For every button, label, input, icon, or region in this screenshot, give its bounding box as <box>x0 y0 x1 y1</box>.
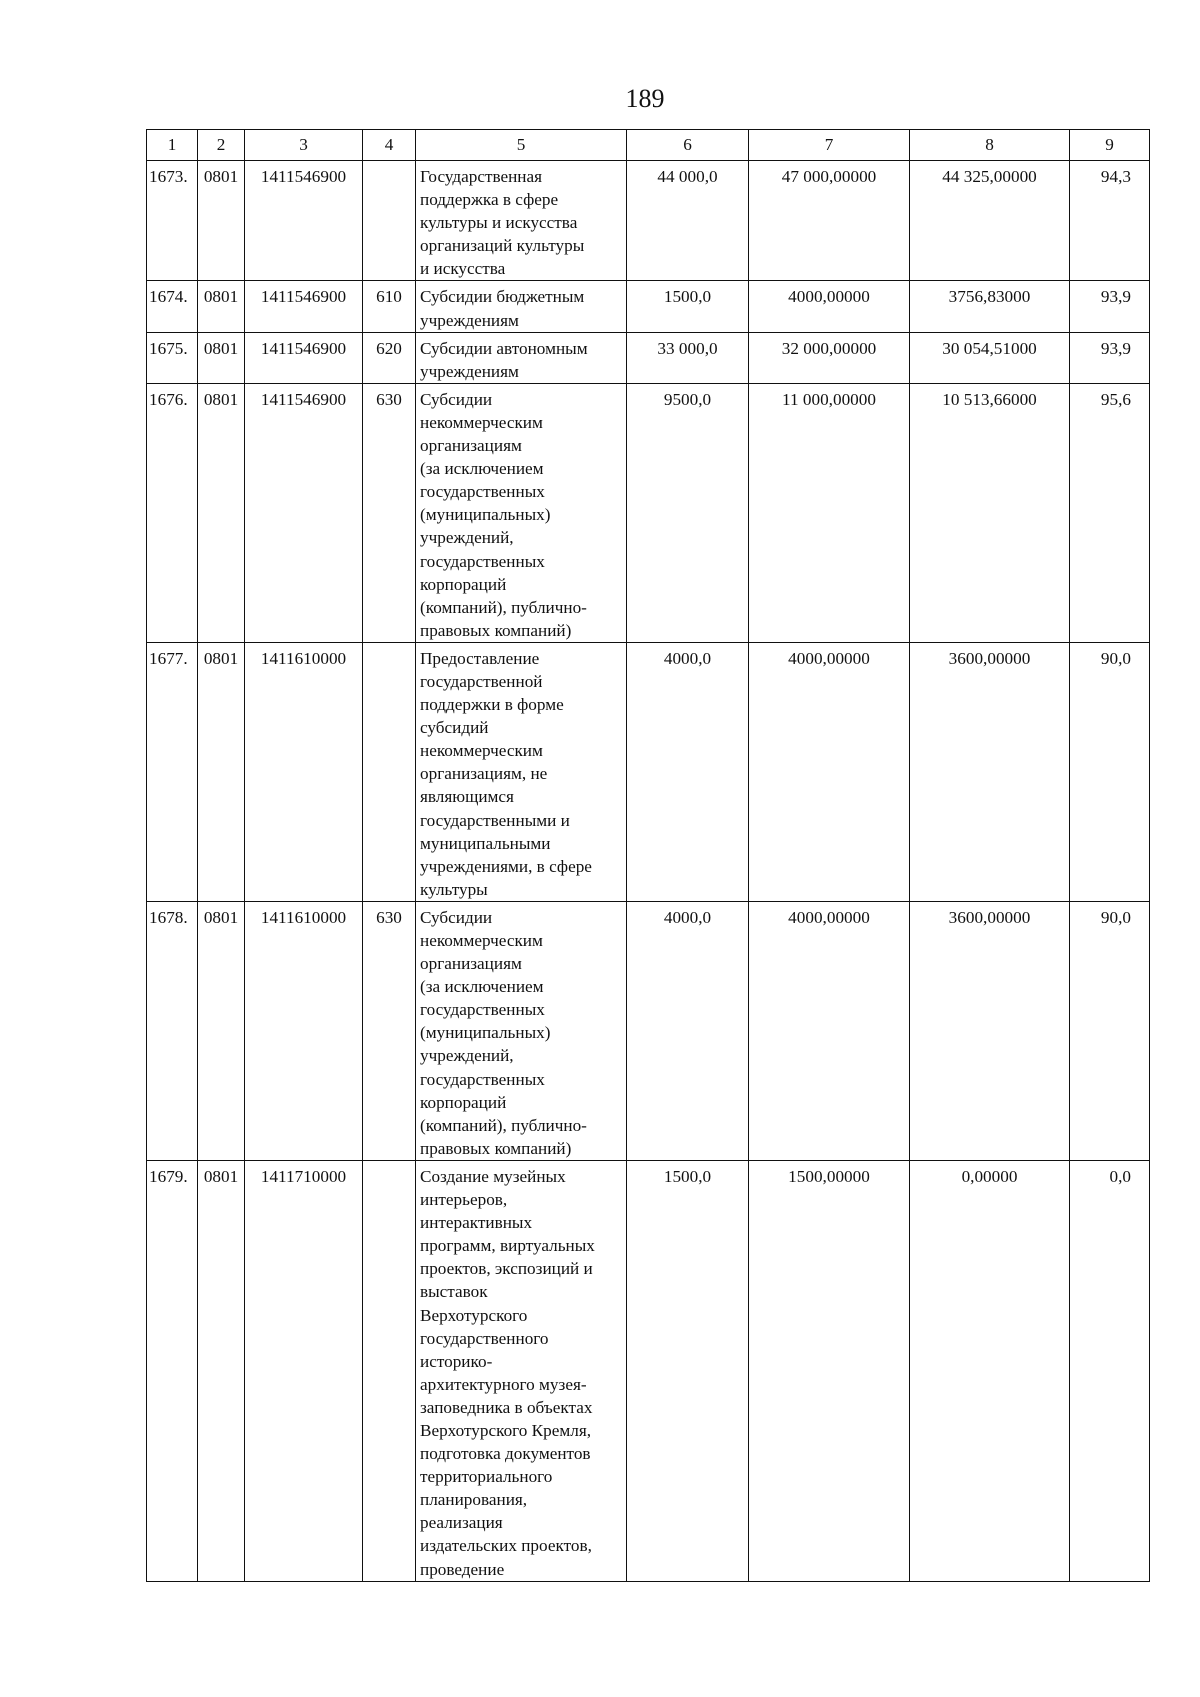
table-row <box>147 1160 1150 1581</box>
item-name-line: государственных <box>420 551 545 571</box>
item-name-line: (компаний), публично- <box>420 1115 587 1135</box>
item-name-line: издательских проектов, <box>420 1536 592 1556</box>
expense-type-code: 610 <box>363 281 416 332</box>
item-name-line: организациям, не <box>420 764 548 784</box>
item-name-line: Субсидии бюджетным <box>420 287 585 307</box>
executed-amount: 3600,00000 <box>910 642 1070 901</box>
execution-percent: 93,9 <box>1070 332 1150 383</box>
item-name-line: муниципальными <box>420 833 551 853</box>
item-name-line: учреждениями, в сфере <box>420 856 592 876</box>
item-name-line: Верхотурского Кремля, <box>420 1420 592 1440</box>
table-row <box>147 383 1150 642</box>
item-name-line: интерактивных <box>420 1213 533 1233</box>
row-number: 1673. <box>147 161 198 281</box>
column-header-4: 4 <box>363 130 416 161</box>
item-name-line: учреждений, <box>420 1046 514 1066</box>
item-name <box>416 642 627 901</box>
table-row <box>147 332 1150 383</box>
item-name-line: проведение <box>420 1559 505 1579</box>
column-header-6: 6 <box>627 130 749 161</box>
item-name-line: (муниципальных) <box>420 1023 551 1043</box>
item-name-line: Создание музейных <box>420 1166 566 1186</box>
target-article-code: 1411546900 <box>245 281 363 332</box>
table-row <box>147 901 1150 1160</box>
item-name-line: государственного <box>420 1328 549 1348</box>
section-code: 0801 <box>198 901 245 1160</box>
item-name-line: учреждениям <box>420 310 519 330</box>
item-name <box>416 1160 627 1581</box>
planned-amount: 11 000,00000 <box>749 383 910 642</box>
column-header-3: 3 <box>245 130 363 161</box>
item-name <box>416 332 627 383</box>
item-name-line: учреждениям <box>420 361 519 381</box>
item-name-line: учреждений, <box>420 528 514 548</box>
execution-percent: 90,0 <box>1070 642 1150 901</box>
target-article-code: 1411546900 <box>245 332 363 383</box>
item-name-line: организаций культуры <box>420 236 585 256</box>
item-name-line: поддержки в форме <box>420 695 564 715</box>
approved-amount: 33 000,0 <box>627 332 749 383</box>
expense-type-code <box>363 642 416 901</box>
item-name-line: организациям <box>420 436 522 456</box>
item-name-line: культуры <box>420 879 488 899</box>
item-name-line: субсидий <box>420 718 489 738</box>
item-name-line: (за исключением <box>420 977 544 997</box>
item-name <box>416 901 627 1160</box>
item-name-line: проектов, экспозиций и <box>420 1259 593 1279</box>
execution-percent: 95,6 <box>1070 383 1150 642</box>
item-name-line: интерьеров, <box>420 1190 508 1210</box>
budget-table <box>146 129 1150 1582</box>
item-name-line: корпораций <box>420 574 507 594</box>
item-name-line: Государственная <box>420 167 543 186</box>
target-article-code: 1411610000 <box>245 901 363 1160</box>
execution-percent: 94,3 <box>1070 161 1150 281</box>
target-article-code: 1411710000 <box>245 1160 363 1581</box>
planned-amount: 4000,00000 <box>749 901 910 1160</box>
item-name-line: (компаний), публично- <box>420 597 587 617</box>
column-header-7: 7 <box>749 130 910 161</box>
row-number: 1676. <box>147 383 198 642</box>
column-header-8: 8 <box>910 130 1070 161</box>
item-name-line: поддержка в сфере <box>420 190 559 210</box>
item-name-line: программ, виртуальных <box>420 1236 595 1256</box>
section-code: 0801 <box>198 383 245 642</box>
planned-amount: 4000,00000 <box>749 281 910 332</box>
section-code: 0801 <box>198 161 245 281</box>
table-row <box>147 161 1150 281</box>
item-name-line: и искусства <box>420 259 506 279</box>
item-name-line: планирования, <box>420 1490 528 1510</box>
executed-amount: 3756,83000 <box>910 281 1070 332</box>
item-name-line: государственных <box>420 1069 545 1089</box>
item-name-line: государственной <box>420 671 543 691</box>
item-name-line: историко- <box>420 1351 493 1371</box>
row-number: 1677. <box>147 642 198 901</box>
expense-type-code: 630 <box>363 383 416 642</box>
item-name-line: архитектурного музея- <box>420 1374 587 1394</box>
item-name-line: (муниципальных) <box>420 505 551 525</box>
row-number: 1674. <box>147 281 198 332</box>
approved-amount: 1500,0 <box>627 1160 749 1581</box>
item-name-line: Субсидии <box>420 907 493 927</box>
execution-percent: 90,0 <box>1070 901 1150 1160</box>
item-name <box>416 281 627 332</box>
item-name-line: Субсидии автономным <box>420 338 588 358</box>
approved-amount: 1500,0 <box>627 281 749 332</box>
executed-amount: 44 325,00000 <box>910 161 1070 281</box>
item-name-line: заповедника в объектах <box>420 1397 593 1417</box>
row-number: 1675. <box>147 332 198 383</box>
target-article-code: 1411546900 <box>245 383 363 642</box>
executed-amount: 0,00000 <box>910 1160 1070 1581</box>
approved-amount: 44 000,0 <box>627 161 749 281</box>
item-name-line: подготовка документов <box>420 1444 591 1464</box>
section-code: 0801 <box>198 281 245 332</box>
planned-amount: 47 000,00000 <box>749 161 910 281</box>
item-name-line: государственных <box>420 1000 545 1020</box>
item-name <box>416 161 627 281</box>
section-code: 0801 <box>198 642 245 901</box>
item-name-line: государственными и <box>420 810 570 830</box>
item-name-line: Верхотурского <box>420 1305 528 1325</box>
planned-amount: 4000,00000 <box>749 642 910 901</box>
expense-type-code: 620 <box>363 332 416 383</box>
header-row <box>147 130 1150 161</box>
table-body <box>147 161 1150 1582</box>
executed-amount: 30 054,51000 <box>910 332 1070 383</box>
approved-amount: 4000,0 <box>627 901 749 1160</box>
column-header-1: 1 <box>147 130 198 161</box>
item-name-line: некоммерческим <box>420 741 543 761</box>
item-name-line: Субсидии <box>420 389 493 409</box>
row-number: 1679. <box>147 1160 198 1581</box>
section-code: 0801 <box>198 332 245 383</box>
column-header-5: 5 <box>416 130 627 161</box>
target-article-code: 1411610000 <box>245 642 363 901</box>
item-name-line: Предоставление <box>420 648 540 668</box>
item-name-line: (за исключением <box>420 459 544 479</box>
planned-amount: 1500,00000 <box>749 1160 910 1581</box>
table-row <box>147 281 1150 332</box>
item-name-line: реализация <box>420 1513 503 1533</box>
execution-percent: 93,9 <box>1070 281 1150 332</box>
item-name-line: правовых компаний) <box>420 620 572 640</box>
column-header-2: 2 <box>198 130 245 161</box>
row-number: 1678. <box>147 901 198 1160</box>
item-name-line: являющимся <box>420 787 514 807</box>
expense-type-code <box>363 161 416 281</box>
item-name-line: территориального <box>420 1467 553 1487</box>
section-code: 0801 <box>198 1160 245 1581</box>
approved-amount: 4000,0 <box>627 642 749 901</box>
planned-amount: 32 000,00000 <box>749 332 910 383</box>
item-name-line: некоммерческим <box>420 412 543 432</box>
execution-percent: 0,0 <box>1070 1160 1150 1581</box>
executed-amount: 3600,00000 <box>910 901 1070 1160</box>
item-name-line: корпораций <box>420 1092 507 1112</box>
item-name-line: государственных <box>420 482 545 502</box>
item-name-line: организациям <box>420 954 522 974</box>
item-name-line: правовых компаний) <box>420 1138 572 1158</box>
item-name-line: выставок <box>420 1282 488 1302</box>
item-name-line: культуры и искусства <box>420 213 578 233</box>
target-article-code: 1411546900 <box>245 161 363 281</box>
table-row <box>147 642 1150 901</box>
item-name-line: некоммерческим <box>420 931 543 950</box>
approved-amount: 9500,0 <box>627 383 749 642</box>
page-number: 189 <box>625 84 665 113</box>
executed-amount: 10 513,66000 <box>910 383 1070 642</box>
column-header-9: 9 <box>1070 130 1150 161</box>
expense-type-code: 630 <box>363 901 416 1160</box>
item-name <box>416 383 627 642</box>
expense-type-code <box>363 1160 416 1581</box>
